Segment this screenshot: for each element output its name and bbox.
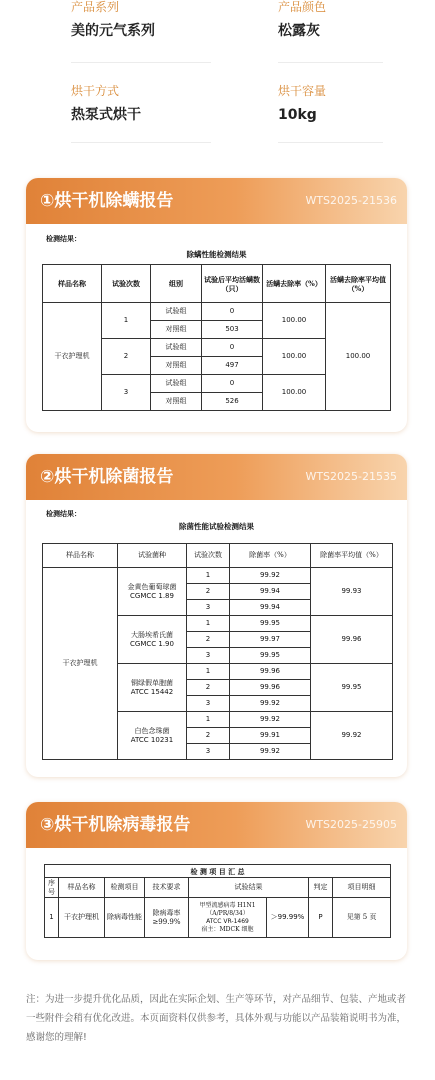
spec-label: 产品颜色 [278, 0, 327, 14]
strain-code: CGMCC 1.90 [130, 639, 174, 648]
bacteria-results-table [42, 543, 393, 760]
virus-report-card [26, 802, 407, 960]
trial-cell: 3 [187, 696, 230, 712]
table-row [45, 898, 391, 938]
group-cell: 试验组 [151, 303, 202, 321]
trial-cell: 3 [187, 648, 230, 664]
count-cell: 526 [202, 393, 263, 411]
bacteria-report-card [26, 454, 407, 777]
header-cell: 除菌率（%） [230, 544, 311, 568]
card-title: ①烘干机除螨报告 [40, 191, 174, 211]
group-cell: 试验组 [151, 339, 202, 357]
report-code: WTS2025-21535 [305, 470, 397, 483]
header-cell: 判定 [309, 878, 333, 898]
card-header [26, 802, 407, 848]
strain-name: 铜绿假单胞菌 [131, 678, 173, 687]
mite-report-card [26, 178, 407, 432]
group-cell: 对照组 [151, 357, 202, 375]
report-document [26, 500, 407, 777]
rate-cell: 99.92 [230, 744, 311, 760]
rate-cell: 99.92 [230, 696, 311, 712]
rate-cell: 99.95 [230, 616, 311, 632]
strain-code: ATCC 15442 [130, 687, 174, 696]
disclaimer-note: 注：为进一步提升优化品质，因此在实际企划、生产等环节，对产品细节、包装、产地或者一些附件会稍有优化改进。本页面资料仅供参考，具体外观与功能以产品装箱说明书为准，感谢您的理解! [26, 994, 407, 1043]
count-cell: 497 [202, 357, 263, 375]
report-code: WTS2025-25905 [305, 818, 397, 831]
divider [71, 62, 211, 63]
average-cell: 99.93 [311, 568, 393, 616]
table-title: 除菌性能试验检测结果 [179, 522, 254, 531]
divider [278, 142, 383, 143]
header-cell: 样品名称 [43, 544, 118, 568]
virus-strain-cell [189, 898, 267, 938]
strain-cell [118, 616, 187, 664]
count-cell: 0 [202, 339, 263, 357]
trial-cell: 1 [187, 712, 230, 728]
strain-cell [118, 568, 187, 616]
table-row [43, 568, 393, 584]
header-cell: 试验菌种 [118, 544, 187, 568]
card-title: ③烘干机除病毒报告 [40, 815, 191, 835]
report-document [26, 224, 407, 432]
card-header [26, 178, 407, 224]
detail-cell: 见第 5 页 [333, 898, 391, 938]
report-document [26, 848, 407, 960]
rate-cell: 99.94 [230, 600, 311, 616]
trial-cell: 3 [102, 375, 151, 411]
trial-cell: 1 [187, 664, 230, 680]
requirement-cell: 除病毒率≥99.9% [145, 898, 189, 938]
result-cell: ＞99.99% [267, 898, 309, 938]
header-cell: 组别 [151, 265, 202, 303]
strain-cell [118, 664, 187, 712]
strain-cell [118, 712, 187, 760]
rate-cell: 99.94 [230, 584, 311, 600]
spec-label: 产品系列 [71, 0, 120, 14]
header-cell: 序号 [45, 878, 59, 898]
table-header-row [45, 878, 391, 898]
sample-name-cell: 干衣护理机 [43, 303, 102, 411]
trial-cell: 2 [102, 339, 151, 375]
divider [278, 62, 383, 63]
rate-cell: 99.92 [230, 712, 311, 728]
header-cell: 除菌率平均值（%） [311, 544, 393, 568]
strain-name: 大肠埃希氏菌 [131, 630, 173, 639]
result-label: 检测结果： [46, 235, 81, 243]
spec-value: 美的元气系列 [71, 23, 155, 39]
group-cell: 对照组 [151, 321, 202, 339]
header-cell: 样品名称 [59, 878, 105, 898]
group-cell: 试验组 [151, 375, 202, 393]
trial-cell: 2 [187, 728, 230, 744]
rate-cell: 99.92 [230, 568, 311, 584]
table-title: 除螨性能检测结果 [186, 250, 247, 259]
table-row [43, 303, 391, 321]
card-header [26, 454, 407, 500]
table-title: 检 测 项 目 汇 总 [45, 865, 391, 878]
rate-cell: 100.00 [263, 375, 326, 411]
strain-name: 白色念珠菌 [134, 726, 170, 735]
sample-name-cell: 干衣护理机 [59, 898, 105, 938]
product-spec-section [0, 0, 435, 150]
trial-cell: 2 [187, 680, 230, 696]
average-cell: 99.95 [311, 664, 393, 712]
virus-summary-table [44, 864, 391, 938]
virus-name: 甲型流感病毒 H1N1 [199, 901, 256, 909]
trial-cell: 2 [187, 632, 230, 648]
header-cell: 试验次数 [102, 265, 151, 303]
result-label: 检测结果： [46, 510, 81, 518]
test-item-cell: 除病毒性能 [105, 898, 145, 938]
trial-cell: 1 [187, 616, 230, 632]
spec-value: 松露灰 [278, 23, 320, 39]
divider [71, 142, 211, 143]
spec-capacity [278, 84, 435, 124]
rate-cell: 100.00 [263, 339, 326, 375]
strain-code: ATCC 10231 [130, 735, 174, 744]
spec-drying-method [71, 84, 241, 124]
average-cell: 100.00 [326, 303, 391, 411]
rate-cell: 100.00 [263, 303, 326, 339]
index-cell: 1 [45, 898, 59, 938]
spec-value: 10kg [278, 107, 317, 123]
rate-cell: 99.96 [230, 680, 311, 696]
spec-value: 热泵式烘干 [71, 107, 141, 123]
virus-strain: （A/PR/8/34） [206, 909, 249, 917]
header-cell: 项目明细 [333, 878, 391, 898]
strain-name: 金黄色葡萄球菌 [127, 582, 177, 591]
trial-cell: 3 [187, 600, 230, 616]
spec-color [278, 0, 435, 40]
rate-cell: 99.91 [230, 728, 311, 744]
header-cell: 活螨去除率（%） [263, 265, 326, 303]
verdict-cell: P [309, 898, 333, 938]
sample-name-cell: 干衣护理机 [43, 568, 118, 760]
table-header-row [43, 544, 393, 568]
header-cell: 检测项目 [105, 878, 145, 898]
header-cell: 试验次数 [187, 544, 230, 568]
spec-series [71, 0, 241, 40]
rate-cell: 99.97 [230, 632, 311, 648]
header-cell: 试验后平均活螨数（只） [202, 265, 263, 303]
header-cell: 活螨去除率平均值（%） [326, 265, 391, 303]
rate-cell: 99.96 [230, 664, 311, 680]
virus-host: 宿主：MDCK 细胞 [201, 925, 254, 933]
trial-cell: 3 [187, 744, 230, 760]
header-cell: 技术要求 [145, 878, 189, 898]
count-cell: 503 [202, 321, 263, 339]
trial-cell: 1 [187, 568, 230, 584]
report-code: WTS2025-21536 [305, 194, 397, 207]
strain-code: CGMCC 1.89 [130, 591, 174, 600]
virus-atcc: ATCC VR-1469 [206, 917, 249, 925]
count-cell: 0 [202, 303, 263, 321]
group-cell: 对照组 [151, 393, 202, 411]
count-cell: 0 [202, 375, 263, 393]
table-title-row [45, 865, 391, 878]
table-header-row [43, 265, 391, 303]
trial-cell: 2 [187, 584, 230, 600]
average-cell: 99.96 [311, 616, 393, 664]
card-title: ②烘干机除菌报告 [40, 467, 174, 487]
header-cell: 样品名称 [43, 265, 102, 303]
average-cell: 99.92 [311, 712, 393, 760]
trial-cell: 1 [102, 303, 151, 339]
spec-label: 烘干方式 [71, 84, 120, 98]
rate-cell: 99.95 [230, 648, 311, 664]
header-cell: 试验结果 [189, 878, 309, 898]
spec-label: 烘干容量 [278, 84, 327, 98]
mite-results-table [42, 264, 391, 411]
